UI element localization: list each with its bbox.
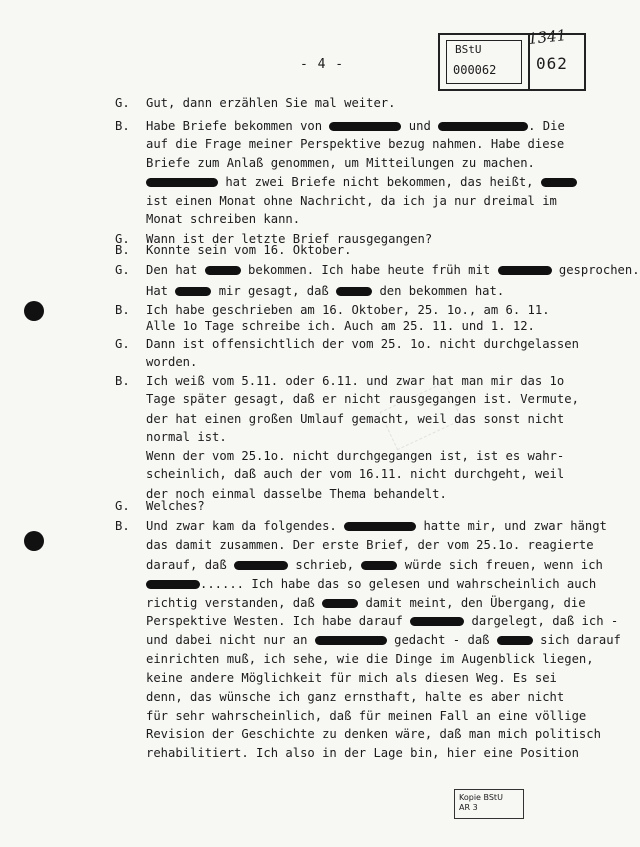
transcript-line: Konnte sein vom 16. Oktober. [146, 243, 352, 257]
redaction-bar [146, 580, 200, 589]
redaction-bar [322, 599, 358, 608]
transcript-line: der noch einmal dasselbe Thema behandelt. [146, 487, 447, 501]
transcript-line: hat zwei Briefe nicht bekommen, das heißt, [146, 176, 577, 188]
speaker-label: G. [115, 499, 130, 513]
redaction-bar [329, 122, 401, 131]
transcript-line: für sehr wahrscheinlich, daß für meinen Fall an eine völlige [146, 709, 587, 723]
transcript-line: richtig verstanden, daß damit meint, den Übergang, die [146, 596, 586, 610]
speaker-label: B. [115, 519, 130, 533]
speaker-label: B. [115, 303, 130, 317]
transcript-line: Habe Briefe bekommen von und . Die [146, 119, 565, 133]
redaction-bar [175, 287, 211, 296]
redaction-bar [146, 178, 218, 187]
transcript-line: Alle 1o Tage schreibe ich. Auch am 25. 11. und 1. 12. [146, 319, 535, 333]
transcript-line: das damit zusammen. Der erste Brief, der vom 25.1o. reagierte [146, 538, 594, 552]
punch-hole-icon [24, 301, 44, 321]
transcript-line: Revision der Geschichte zu denken wäre, daß man mich politisch [146, 727, 601, 741]
copy-stamp [454, 789, 524, 819]
transcript-line: scheinlich, daß auch der vom 16.11. nicht durchgeht, weil [146, 467, 565, 481]
transcript-line: ist einen Monat ohne Nachricht, da ich ja nur dreimal im [146, 194, 557, 208]
handwritten-page-number: 1341 [527, 26, 568, 48]
transcript-line: Perspektive Westen. Ich habe darauf dargelegt, daß ich - [146, 614, 619, 628]
redaction-bar [315, 636, 387, 645]
redaction-bar [361, 561, 397, 570]
punch-hole-icon [24, 531, 44, 551]
transcript-line: Dann ist offensichtlich der vom 25. 1o. nicht durchgelassen [146, 337, 579, 351]
archive-side-number: 062 [536, 54, 568, 73]
page-number: - 4 - [300, 57, 345, 72]
redaction-bar [336, 287, 372, 296]
transcript-line: keine andere Möglichkeit für mich als diesen Weg. Es sei [146, 671, 557, 685]
transcript-line: auf die Frage meiner Perspektive bezug nahmen. Habe diese [146, 137, 565, 151]
transcript-line: darauf, daß schrieb, würde sich freuen, wenn ich [146, 558, 603, 572]
transcript-line: Wann ist der letzte Brief rausgegangen? [146, 232, 433, 246]
transcript-line: denn, das wünsche ich ganz ernsthaft, halte es aber nicht [146, 690, 565, 704]
transcript-line: Monat schreiben kann. [146, 212, 301, 226]
transcript-line: Tage später gesagt, daß er nicht rausgegangen ist. Vermute, [146, 392, 579, 406]
redaction-bar [344, 522, 416, 531]
transcript-line: Briefe zum Anlaß genommen, um Mitteilungen zu machen. [146, 156, 535, 170]
transcript-line: Den hat bekommen. Ich habe heute früh mit gesprochen. [146, 263, 640, 277]
speaker-label: G. [115, 96, 130, 110]
redaction-bar [410, 617, 464, 626]
archive-stamp-label: BStU [455, 43, 482, 56]
transcript-line: Gut, dann erzählen Sie mal weiter. [146, 96, 396, 110]
speaker-label: G. [115, 337, 130, 351]
transcript-line: Ich weiß vom 5.11. oder 6.11. und zwar hat man mir das 1o [146, 374, 565, 388]
transcript-line: Wenn der vom 25.1o. nicht durchgegangen ist, ist es wahr- [146, 449, 565, 463]
speaker-label: G. [115, 263, 130, 277]
speaker-label: G. [115, 232, 130, 246]
transcript-line: der hat einen großen Umlauf gemacht, weil das sonst nicht [146, 412, 565, 426]
redaction-bar [497, 636, 533, 645]
redaction-bar [205, 266, 241, 275]
transcript-line: Und zwar kam da folgendes. hatte mir, und zwar hängt [146, 519, 607, 533]
transcript-line: und dabei nicht nur an gedacht - daß sich darauf [146, 633, 621, 647]
transcript-line: Welches? [146, 499, 205, 513]
transcript-line: worden. [146, 355, 198, 369]
speaker-label: B. [115, 374, 130, 388]
transcript-line: rehabilitiert. Ich also in der Lage bin, hier eine Position [146, 746, 579, 760]
transcript-line: ...... Ich habe das so gelesen und wahrscheinlich auch [146, 578, 596, 590]
redaction-bar [438, 122, 528, 131]
transcript-line: normal ist. [146, 430, 227, 444]
speaker-label: B. [115, 243, 130, 257]
archive-stamp-inner [446, 40, 522, 84]
transcript-line: Ich habe geschrieben am 16. Oktober, 25. 1o., am 6. 11. [146, 303, 550, 317]
copy-stamp-line1: Kopie BStU [459, 793, 503, 802]
transcript-line: einrichten muß, ich sehe, wie die Dinge im Augenblick liegen, [146, 652, 594, 666]
transcript-line: Hat mir gesagt, daß den bekommen hat. [146, 284, 505, 298]
redaction-bar [234, 561, 288, 570]
archive-stamp-number: 000062 [453, 63, 497, 77]
redaction-bar [498, 266, 552, 275]
redaction-bar [541, 178, 577, 187]
speaker-label: B. [115, 119, 130, 133]
copy-stamp-line2: AR 3 [459, 802, 478, 812]
